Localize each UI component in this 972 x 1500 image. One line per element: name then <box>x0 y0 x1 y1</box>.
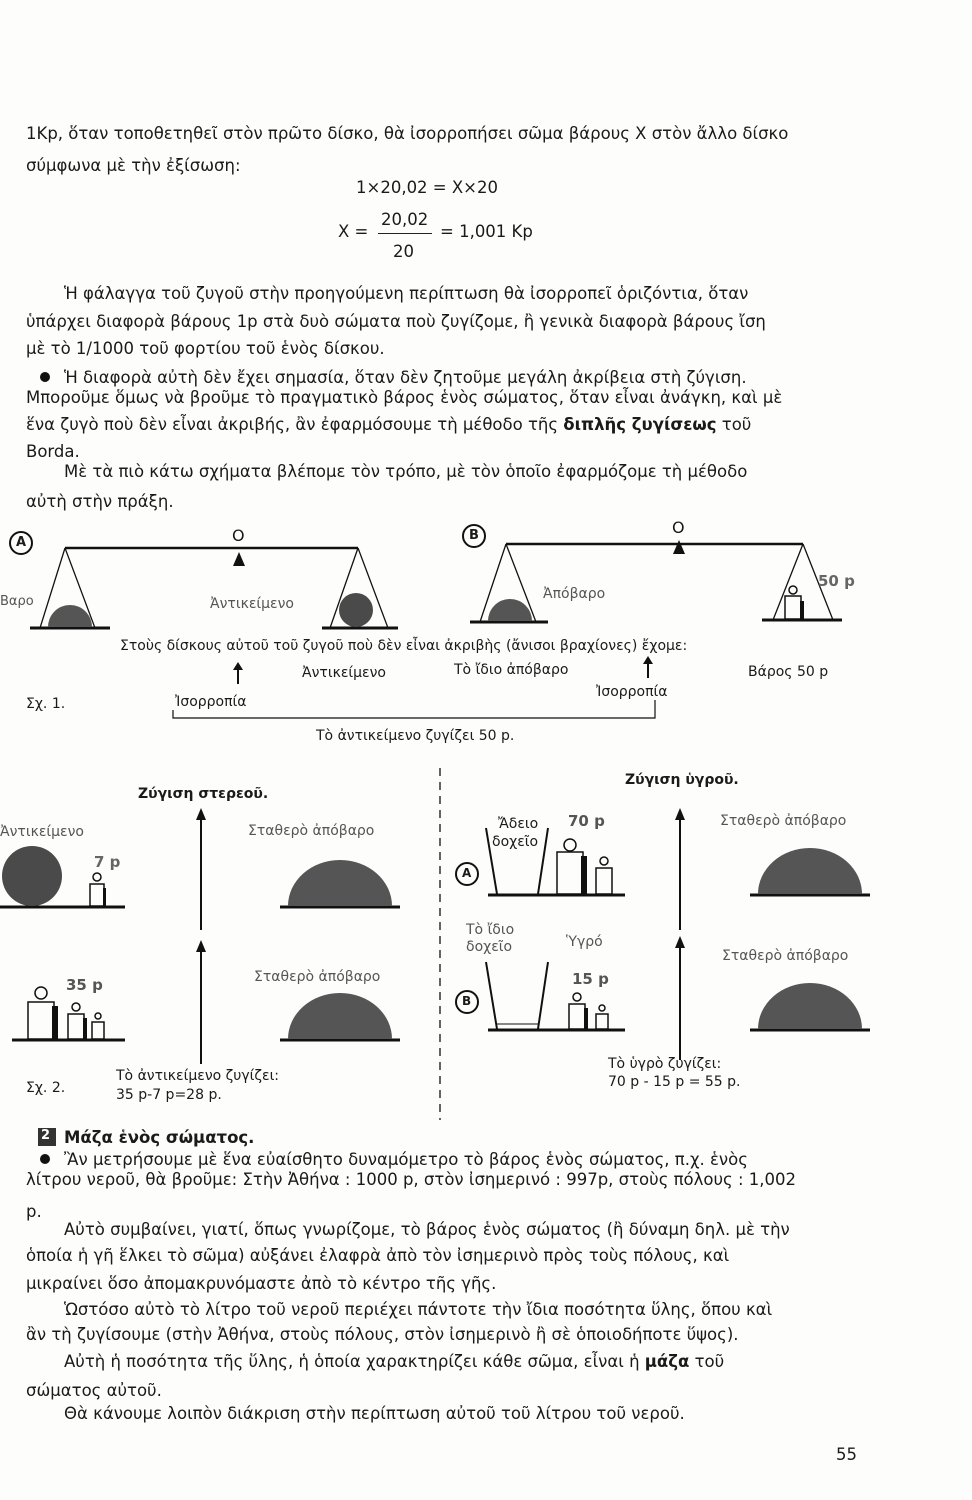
text-line: Ὡστόσο αὐτὸ τὸ λίτρο τοῦ νεροῦ περιέχει πάντοτε τὴν ἴδια ποσότητα ὕλης, ὅπου καὶ <box>64 1300 773 1319</box>
tare-label: Τὸ ἴδιο ἀπόβαρο <box>454 662 569 678</box>
text-line: ὑπάρχει διαφορὰ βάρους 1p στὰ δυὸ σώματα ποὺ ζυγίζομε, ἢ γενικὰ διαφορὰ βάρους ἴση <box>26 312 766 331</box>
arrow-up-icon <box>233 662 243 670</box>
text-line: Ἡ φάλαγγα τοῦ ζυγοῦ στὴν προηγούμενη περίπτωση θὰ ἰσορροπεῖ ὁριζόντια, ὅταν <box>64 284 749 303</box>
weight-icon <box>569 1004 585 1029</box>
section-title: Μάζα ἑνὸς σώματος. <box>64 1128 255 1147</box>
container-label: δοχεῖο <box>492 834 539 850</box>
text-line: Αὐτὸ συμβαίνει, γιατί, ὅπως γνωρίζομε, τὸ βάρος ἑνὸς σώματος (ἢ δύναμη δηλ. μὲ τὴν <box>64 1220 790 1239</box>
weight-icon <box>785 596 801 619</box>
tare-label: Σταθερὸ ἀπόβαρο <box>248 823 375 839</box>
tare-dome-icon <box>488 599 532 621</box>
tare-label: Ἀπόβαρο <box>543 586 606 602</box>
text-line: ἂν τὴ ζυγίσουμε (στὴν Ἀθήνα, στοὺς πόλους, στὸν ἰσημερινὸ ἢ σὲ ὁποιοδήποτε ὕψος). <box>26 1325 739 1344</box>
page-number: 55 <box>836 1445 857 1464</box>
equation-lhs: X = <box>338 222 369 241</box>
object-label: Ἀντικείμενο <box>0 824 84 840</box>
object-label: Ἀντικείμενο <box>210 596 294 612</box>
tare-label: Βαρο <box>0 594 34 609</box>
weight-icon <box>596 1014 608 1029</box>
tare-label: Σταθερὸ ἀπόβαρο <box>720 813 847 829</box>
arrow-up-icon <box>675 808 685 820</box>
figure-result: Τὸ ὑγρὸ ζυγίζει: <box>608 1056 722 1072</box>
label-a: A <box>16 535 27 550</box>
object-sphere-icon <box>2 846 62 906</box>
object-label: Ἀντικείμενο <box>302 665 386 681</box>
figure-number: Σχ. 2. <box>26 1080 66 1096</box>
arrow-up-icon <box>643 656 653 664</box>
text-line: σώματος αὐτοῦ. <box>26 1381 162 1400</box>
text-line: μικραίνει ὅσο ἀπομακρυνόμαστε ἀπὸ τὸ κέντρο τῆς γῆς. <box>26 1274 497 1293</box>
solid-title: Ζύγιση στερεοῦ. <box>138 786 269 802</box>
weight-icon <box>596 868 612 894</box>
fulcrum-b-icon <box>673 540 685 554</box>
arrow-up-icon <box>196 808 206 820</box>
text-line: σύμφωνα μὲ τὴν ἐξίσωση: <box>26 156 241 175</box>
section-number: 2 <box>41 1128 51 1143</box>
weight-icon <box>557 852 583 894</box>
figure-result: 35 p-7 p=28 p. <box>116 1087 222 1103</box>
weight-icon <box>92 1022 104 1039</box>
tare-dome-icon <box>288 993 392 1039</box>
tare-label: Σταθερὸ ἀπόβαρο <box>722 948 849 964</box>
text-line: p. <box>26 1202 42 1221</box>
figure-result: Τὸ ἀντικείμενο ζυγίζει 50 p. <box>316 728 515 744</box>
equation: 1×20,02 = X×20 <box>356 178 498 197</box>
arrow-up-icon <box>675 936 685 948</box>
object-sphere-icon <box>339 593 373 627</box>
weight-label: Βάρος 50 p <box>748 664 829 680</box>
weight-label: 50 p <box>818 572 855 590</box>
bullet-icon <box>40 1154 50 1164</box>
weight-label: 70 p <box>568 812 605 830</box>
equation-denominator: 20 <box>393 242 414 261</box>
equation-result: = 1,001 Kp <box>440 222 533 241</box>
container-icon <box>486 962 497 1029</box>
tare-dome-icon <box>288 860 392 906</box>
weight-icon <box>28 1002 54 1039</box>
figure-result: Τὸ ἀντικείμενο ζυγίζει: <box>116 1068 280 1084</box>
container-label: δοχεῖο <box>466 939 513 955</box>
text-line: Αὐτὴ ἡ ποσότητα τῆς ὕλης, ἡ ὁποία χαρακτηρίζει κάθε σῶμα, εἶναι ἡ μάζα τοῦ <box>64 1352 725 1371</box>
tare-dome-icon <box>758 983 862 1029</box>
text-line: 1Κp, ὅταν τοποθετηθεῖ στὸν πρῶτο δίσκο, θὰ ἰσορροπήσει σῶμα βάρους Χ στὸν ἄλλο δίσκο <box>26 124 789 143</box>
label-a: A <box>462 866 472 880</box>
equilibrium-label: Ἰσορροπία <box>175 694 247 710</box>
fulcrum-label: O <box>232 526 245 545</box>
container-label: Τὸ ἴδιο <box>466 922 515 938</box>
text-line: Θὰ κάνουμε λοιπὸν διάκριση στὴν περίπτωση αὐτοῦ τοῦ λίτρου τοῦ νεροῦ. <box>64 1404 685 1423</box>
text-line: Borda. <box>26 442 80 461</box>
figure-number: Σχ. 1. <box>26 696 66 712</box>
liquid-title: Ζύγιση ὑγροῦ. <box>625 772 739 788</box>
text-line: Μποροῦμε ὅμως νὰ βροῦμε τὸ πραγματικὸ βάρος ἑνὸς σώματος, ὅταν εἶναι ἀνάγκη, καὶ μὲ <box>26 388 783 407</box>
text-line: μὲ τὸ 1/1000 τοῦ φορτίου τοῦ ἑνὸς δίσκου. <box>26 339 385 358</box>
fulcrum-label: O <box>672 518 685 537</box>
fulcrum-a-icon <box>233 552 245 566</box>
text-line: ἕνα ζυγὸ ποὺ δὲν εἶναι ἀκριβής, ἂν ἐφαρμόσουμε τὴ μέθοδο τῆς διπλῆς ζυγίσεως τοῦ <box>26 415 752 434</box>
text-line: Μὲ τὰ πιὸ κάτω σχήματα βλέπομε τὸν τρόπο, μὲ τὸν ὁποῖο ἐφαρμόζομε τὴ μέθοδο <box>64 462 748 481</box>
equation-numerator: 20,02 <box>381 210 429 229</box>
label-b: B <box>462 994 472 1008</box>
label-b: B <box>469 528 479 543</box>
text-line: ὁποία ἡ γῆ ἕλκει τὸ σῶμα) αὐξάνει ἐλαφρὰ ἀπὸ τὸν ἰσημερινὸ πρὸς τοὺς πόλους, καὶ <box>26 1246 730 1265</box>
weight-label: 35 p <box>66 976 103 994</box>
weight-label: 7 p <box>94 853 121 871</box>
bullet-line: Ἡ διαφορὰ αὐτὴ δὲν ἔχει σημασία, ὅταν δὲν ζητοῦμε μεγάλη ἀκρίβεια στὴ ζύγιση. <box>40 370 747 387</box>
text-line: αὐτὴ στὴν πράξη. <box>26 492 174 511</box>
liquid-label: Ὑγρό <box>566 934 603 950</box>
tare-label: Σταθερὸ ἀπόβαρο <box>254 969 381 985</box>
figure-result: 70 p - 15 p = 55 p. <box>608 1074 741 1090</box>
bullet-line: Ἂν μετρήσουμε μὲ ἕνα εὐαίσθητο δυναμόμετρο τὸ βάρος ἑνὸς σώματος, π.χ. ἑνὸς <box>40 1152 748 1169</box>
container-label: Ἄδειο <box>498 816 539 832</box>
equilibrium-label: Ἰσορροπία <box>596 684 668 700</box>
text-line: λίτρου νεροῦ, θὰ βροῦμε: Στὴν Ἀθήνα : 1000 p, στὸν ἰσημερινό : 997p, στοὺς πόλους : 1,002 <box>26 1170 797 1189</box>
weight-icon <box>68 1014 84 1039</box>
weight-label: 15 p <box>572 970 609 988</box>
weight-icon <box>90 884 104 906</box>
arrow-up-icon <box>196 940 206 952</box>
tare-dome-icon <box>758 848 862 894</box>
tare-dome-icon <box>48 605 92 627</box>
figure-caption: Στοὺς δίσκους αὐτοῦ τοῦ ζυγοῦ ποὺ δὲν εἶναι ἀκριβὴς (ἄνισοι βραχίονες) ἔχομε: <box>120 638 688 654</box>
